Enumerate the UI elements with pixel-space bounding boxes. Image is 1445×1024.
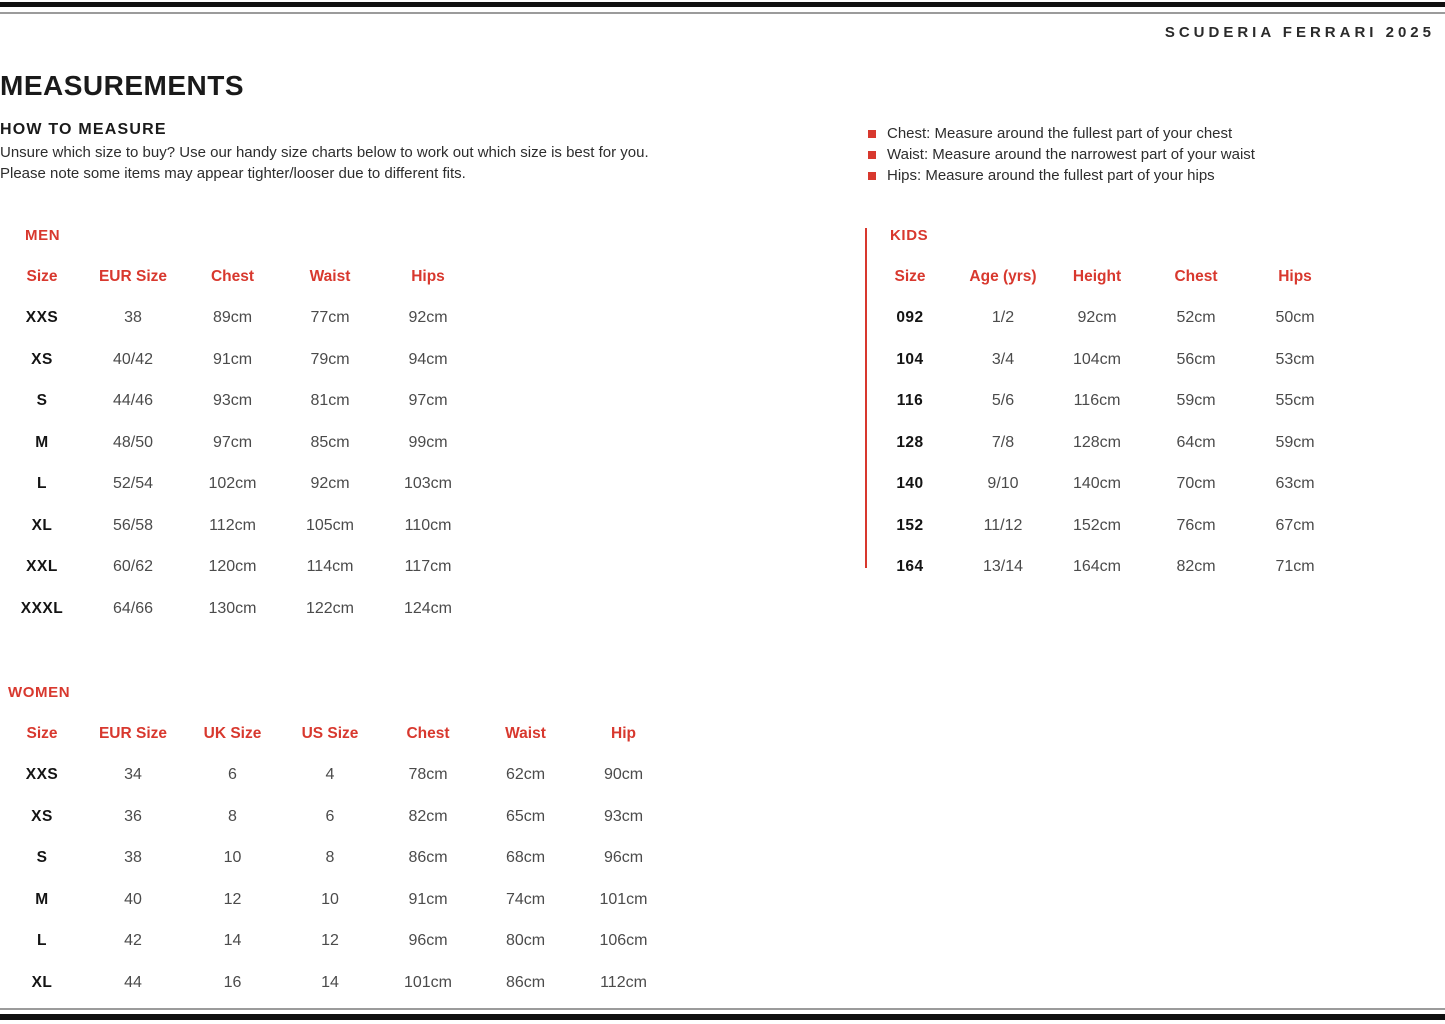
value-cell: 106cm	[599, 932, 648, 950]
value-cell: 124cm	[403, 599, 453, 617]
column-header: EUR Size	[98, 267, 168, 285]
row-size-cell: XS	[31, 350, 53, 368]
square-bullet-icon	[868, 130, 876, 138]
value-cell: 152cm	[1072, 516, 1122, 534]
value-cell: 10	[223, 849, 242, 867]
row-size-cell: 128	[896, 433, 924, 451]
value-cell: 38	[124, 849, 142, 867]
value-cell: 12	[223, 890, 242, 908]
row-size-cell: 104	[896, 350, 924, 368]
value-cell: 102cm	[208, 475, 257, 493]
row-size-cell: M	[35, 890, 49, 908]
value-cell: 14	[321, 973, 339, 991]
value-cell: 55cm	[1275, 392, 1315, 410]
value-cell: 52/54	[112, 475, 154, 493]
value-cell: 130cm	[208, 599, 257, 617]
value-cell: 6	[325, 807, 335, 825]
row-size-cell: 152	[896, 516, 924, 534]
women-table-label: WOMEN	[8, 684, 71, 701]
value-cell: 76cm	[1176, 516, 1216, 534]
value-cell: 86cm	[408, 849, 448, 867]
value-cell: 38	[124, 309, 142, 327]
value-cell: 91cm	[408, 890, 448, 908]
value-cell: 10	[321, 890, 339, 908]
value-cell: 96cm	[408, 932, 448, 950]
value-cell: 97cm	[408, 392, 448, 410]
value-cell: 56/58	[112, 516, 154, 534]
page-title: MEASUREMENTS	[0, 70, 245, 101]
value-cell: 82cm	[1176, 558, 1216, 576]
column-header: Waist	[505, 724, 546, 742]
value-cell: 34	[124, 766, 142, 784]
value-cell: 40	[124, 890, 142, 908]
row-size-cell: S	[36, 392, 48, 410]
measure-tips-list	[868, 123, 1255, 186]
row-size-cell: S	[36, 849, 48, 867]
row-size-cell: XXL	[26, 558, 58, 576]
value-cell: 40/42	[112, 350, 154, 368]
value-cell: 112cm	[600, 973, 647, 991]
value-cell: 36	[124, 807, 142, 825]
value-cell: 3/4	[991, 350, 1015, 368]
value-cell: 85cm	[310, 433, 350, 451]
row-size-cell: 116	[896, 392, 924, 410]
value-cell: 90cm	[603, 766, 644, 784]
value-cell: 42	[124, 932, 142, 950]
column-header: Height	[1072, 267, 1122, 285]
column-header: Chest	[1174, 267, 1218, 285]
row-size-cell: 140	[896, 475, 924, 493]
measure-tip-text: Hips: Measure around the fullest part of your hips	[887, 167, 1215, 184]
value-cell: 105cm	[305, 516, 355, 534]
value-cell: 112cm	[209, 516, 256, 534]
value-cell: 1/2	[991, 309, 1015, 327]
measure-tip-text: Chest: Measure around the fullest part of your chest	[887, 125, 1233, 142]
value-cell: 93cm	[212, 392, 253, 410]
value-cell: 74cm	[505, 890, 546, 908]
value-cell: 65cm	[505, 807, 546, 825]
value-cell: 68cm	[505, 849, 546, 867]
value-cell: 12	[321, 932, 339, 950]
row-size-cell: M	[35, 433, 49, 451]
value-cell: 77cm	[310, 309, 350, 327]
value-cell: 86cm	[505, 973, 546, 991]
value-cell: 110cm	[404, 516, 452, 534]
value-cell: 104cm	[1072, 350, 1122, 368]
value-cell: 56cm	[1176, 350, 1216, 368]
men-size-table	[2, 256, 477, 630]
value-cell: 164cm	[1072, 558, 1122, 576]
value-cell: 92cm	[1077, 309, 1117, 327]
value-cell: 6	[228, 766, 237, 784]
square-bullet-icon	[868, 151, 876, 159]
value-cell: 89cm	[212, 309, 253, 327]
intro-line-1: Unsure which size to buy? Use our handy size charts below to work out which size is best for you.	[0, 144, 649, 161]
value-cell: 60/62	[112, 558, 154, 576]
square-bullet-icon	[868, 172, 876, 180]
intro-line-2: Please note some items may appear tighter/looser due to different fits.	[0, 165, 466, 182]
bottom-rule-thick	[0, 1014, 1445, 1020]
value-cell: 5/6	[991, 392, 1015, 410]
value-cell: 16	[223, 973, 242, 991]
measure-tip-item	[868, 165, 1255, 186]
column-header: Age (yrs)	[969, 267, 1037, 285]
row-size-cell: XS	[31, 807, 53, 825]
value-cell: 11/12	[983, 516, 1023, 534]
row-size-cell: 164	[896, 558, 924, 576]
value-cell: 101cm	[403, 973, 453, 991]
column-header: Size	[26, 724, 58, 742]
bottom-rule-thin	[0, 1008, 1445, 1010]
value-cell: 117cm	[404, 558, 452, 576]
row-size-cell: L	[37, 932, 47, 950]
row-size-cell: XL	[31, 973, 53, 991]
value-cell: 101cm	[599, 890, 648, 908]
value-cell: 94cm	[408, 350, 448, 368]
value-cell: 128cm	[1072, 433, 1122, 451]
value-cell: 81cm	[310, 392, 350, 410]
value-cell: 44/46	[112, 392, 154, 410]
value-cell: 63cm	[1275, 475, 1315, 493]
value-cell: 99cm	[408, 433, 448, 451]
value-cell: 48/50	[112, 433, 154, 451]
column-header: Hip	[611, 724, 636, 742]
column-header: EUR Size	[98, 724, 168, 742]
how-to-measure-heading: HOW TO MEASURE	[0, 121, 167, 138]
value-cell: 8	[325, 849, 335, 867]
column-header: Size	[894, 267, 926, 285]
column-header: Size	[26, 267, 58, 285]
value-cell: 64/66	[112, 599, 154, 617]
measure-tip-item	[868, 123, 1255, 144]
row-size-cell: L	[37, 475, 47, 493]
brand-header: SCUDERIA FERRARI 2025	[1164, 24, 1435, 41]
value-cell: 53cm	[1275, 350, 1315, 368]
kids-table-label: KIDS	[890, 227, 929, 244]
value-cell: 9/10	[987, 475, 1019, 493]
row-size-cell: XXS	[25, 766, 59, 784]
column-header: Hips	[411, 267, 445, 285]
top-rule-thick	[0, 2, 1445, 7]
value-cell: 50cm	[1275, 309, 1315, 327]
column-header: Chest	[210, 267, 255, 285]
column-header: Chest	[406, 724, 450, 742]
value-cell: 91cm	[212, 350, 253, 368]
value-cell: 92cm	[310, 475, 350, 493]
value-cell: 52cm	[1176, 309, 1216, 327]
women-size-table	[2, 713, 673, 1004]
value-cell: 120cm	[208, 558, 257, 576]
value-cell: 103cm	[403, 475, 453, 493]
column-header: Waist	[309, 267, 351, 285]
value-cell: 62cm	[505, 766, 546, 784]
value-cell: 64cm	[1176, 433, 1216, 451]
value-cell: 79cm	[310, 350, 350, 368]
value-cell: 122cm	[305, 599, 355, 617]
value-cell: 140cm	[1072, 475, 1122, 493]
value-cell: 97cm	[212, 433, 253, 451]
value-cell: 13/14	[982, 558, 1024, 576]
row-size-cell: XL	[31, 516, 53, 534]
column-header: UK Size	[203, 724, 262, 742]
top-rule-thin	[0, 12, 1445, 14]
value-cell: 8	[228, 807, 237, 825]
value-cell: 82cm	[408, 807, 448, 825]
column-header: Hips	[1278, 267, 1312, 285]
value-cell: 7/8	[991, 433, 1015, 451]
value-cell: 93cm	[603, 807, 644, 825]
value-cell: 71cm	[1275, 558, 1315, 576]
row-size-cell: 092	[896, 309, 924, 327]
column-header: US Size	[301, 724, 359, 742]
value-cell: 4	[325, 766, 335, 784]
kids-size-table	[862, 256, 1344, 588]
value-cell: 59cm	[1176, 392, 1216, 410]
row-size-cell: XXXL	[20, 599, 64, 617]
value-cell: 116cm	[1073, 392, 1121, 410]
value-cell: 70cm	[1176, 475, 1216, 493]
men-table-label: MEN	[25, 227, 61, 244]
value-cell: 14	[223, 932, 242, 950]
value-cell: 114cm	[306, 558, 354, 576]
row-size-cell: XXS	[25, 309, 59, 327]
value-cell: 44	[124, 973, 142, 991]
value-cell: 78cm	[408, 766, 448, 784]
value-cell: 59cm	[1275, 433, 1315, 451]
value-cell: 80cm	[505, 932, 546, 950]
value-cell: 67cm	[1275, 516, 1315, 534]
measure-tip-text: Waist: Measure around the narrowest part of your waist	[887, 146, 1255, 163]
value-cell: 96cm	[603, 849, 644, 867]
measure-tip-item	[868, 144, 1255, 165]
value-cell: 92cm	[408, 309, 448, 327]
